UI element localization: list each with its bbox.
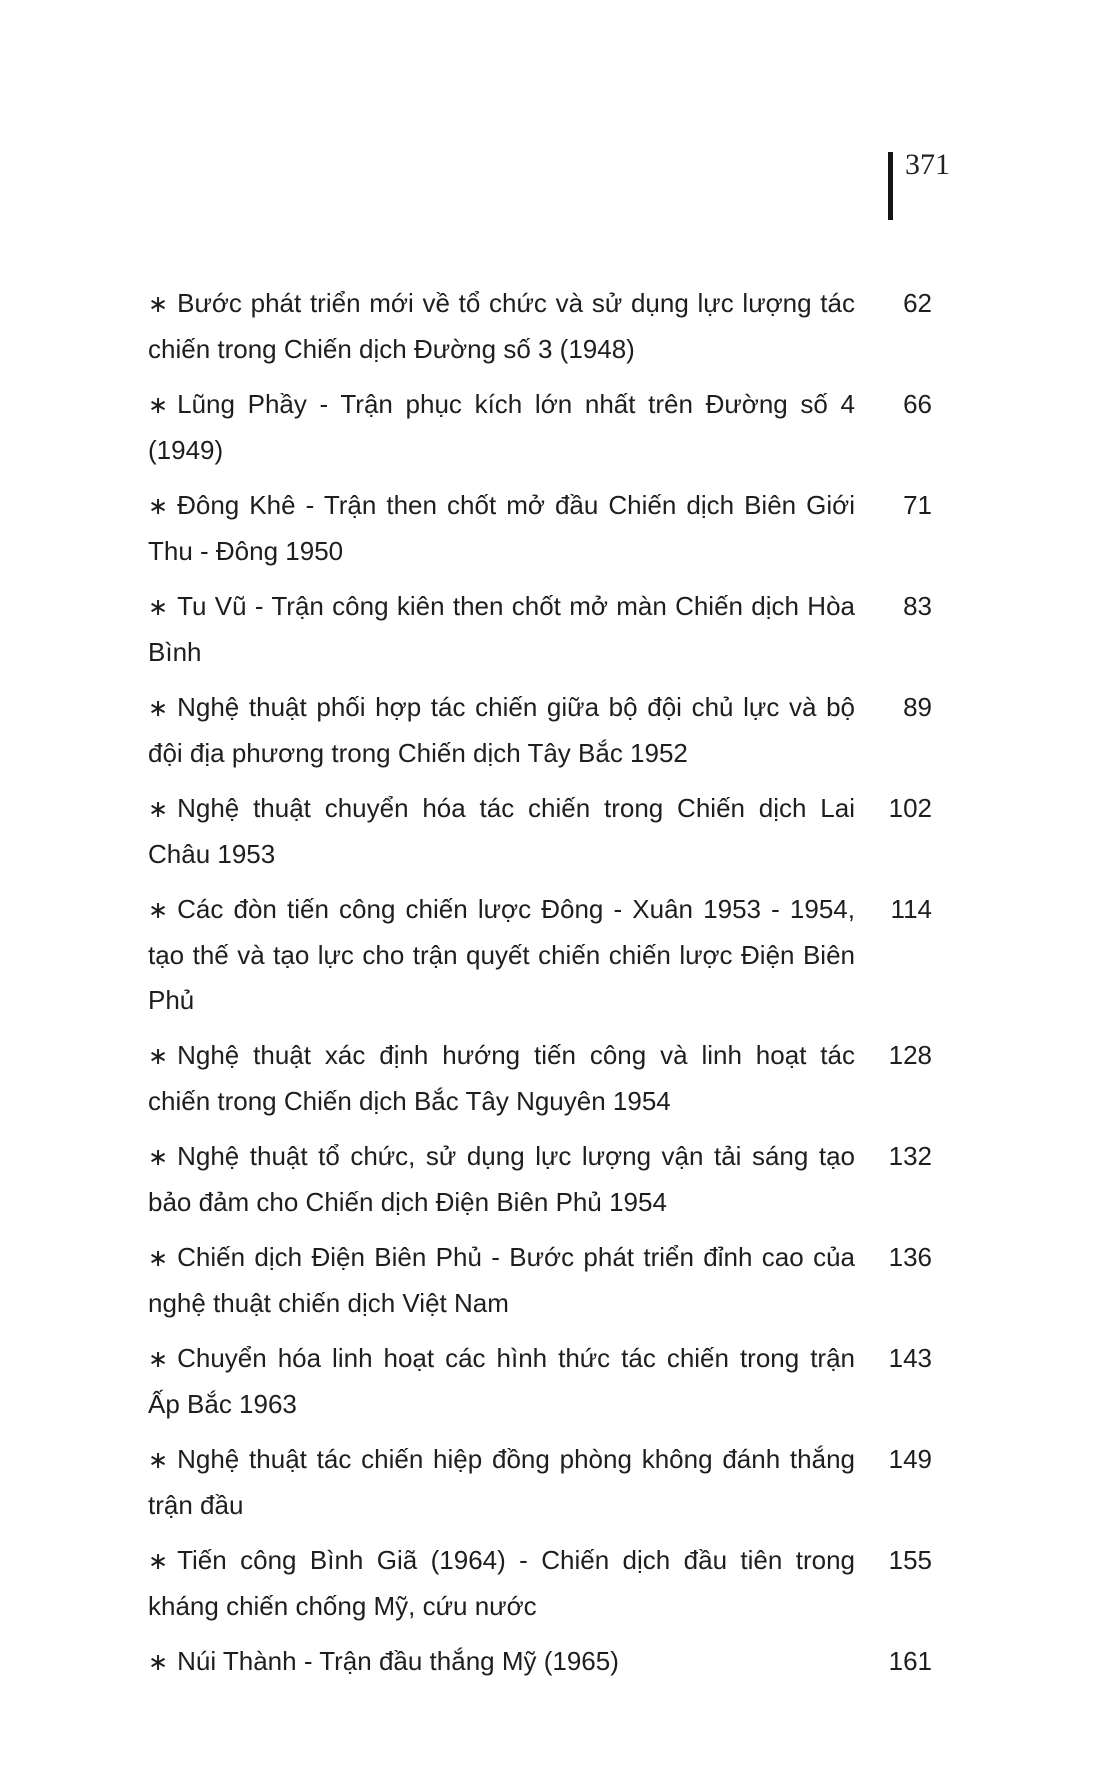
toc-entry-page: 66 <box>903 389 932 419</box>
toc-entry-title <box>148 786 855 877</box>
toc-entry-title <box>148 483 855 574</box>
toc-entry <box>148 1639 932 1685</box>
asterisk-marker: ∗ <box>148 392 169 419</box>
toc-entry <box>148 1134 932 1225</box>
toc-entry <box>148 1235 932 1326</box>
toc-entry <box>148 281 932 372</box>
toc-entry-title-text: Chuyển hóa linh hoạt các hình thức tác chiến trong trận Ấp Bắc 1963 <box>148 1343 855 1419</box>
toc-entry-page: 161 <box>888 1646 932 1676</box>
toc-entry <box>148 584 932 675</box>
toc-entry-page: 114 <box>890 894 932 924</box>
toc-entry-page: 62 <box>903 288 932 318</box>
toc-entry-title <box>148 887 855 1023</box>
page-number: 371 <box>905 148 950 181</box>
toc-entry-title-text: Các đòn tiến công chiến lược Đông - Xuân 1953 - 1954, tạo thế và tạo lực cho trận quyết chiến chiến lược Điện Biên Phủ <box>148 894 855 1015</box>
toc-entry <box>148 1033 932 1124</box>
toc-entry-page: 71 <box>903 490 932 520</box>
asterisk-marker: ∗ <box>148 1043 169 1070</box>
toc-entry-title-text: Nghệ thuật phối hợp tác chiến giữa bộ đội chủ lực và bộ đội địa phương trong Chiến dịch Tây Bắc 1952 <box>148 692 855 768</box>
toc-entry-page: 155 <box>888 1545 932 1575</box>
toc-entry-title-text: Bước phát triển mới về tổ chức và sử dụng lực lượng tác chiến trong Chiến dịch Đường số 3 (1948) <box>148 288 855 364</box>
toc-entry <box>148 483 932 574</box>
toc-entry <box>148 685 932 776</box>
toc-entry-page: 132 <box>888 1141 932 1171</box>
toc-entry-page: 83 <box>903 591 932 621</box>
toc-entry-title-text: Chiến dịch Điện Biên Phủ - Bước phát triển đỉnh cao của nghệ thuật chiến dịch Việt Nam <box>148 1242 855 1318</box>
toc-entry-page: 143 <box>888 1343 932 1373</box>
toc-entry <box>148 382 932 473</box>
toc-entry-page: 102 <box>888 793 932 823</box>
asterisk-marker: ∗ <box>148 695 169 722</box>
toc-entry <box>148 786 932 877</box>
asterisk-marker: ∗ <box>148 796 169 823</box>
asterisk-marker: ∗ <box>148 1144 169 1171</box>
toc-entry-title <box>148 1033 855 1124</box>
asterisk-marker: ∗ <box>148 1447 169 1474</box>
toc-entry-page: 89 <box>903 692 932 722</box>
asterisk-marker: ∗ <box>148 1548 169 1575</box>
asterisk-marker: ∗ <box>148 291 169 318</box>
toc-entry-title <box>148 1639 855 1685</box>
toc-entry-title <box>148 1437 855 1528</box>
toc-entry-page: 136 <box>888 1242 932 1272</box>
asterisk-marker: ∗ <box>148 1649 169 1676</box>
toc-entry-title <box>148 1134 855 1225</box>
toc-entry-title-text: Lũng Phầy - Trận phục kích lớn nhất trên Đường số 4 (1949) <box>148 389 855 465</box>
toc-entry-title-text: Nghệ thuật chuyển hóa tác chiến trong Chiến dịch Lai Châu 1953 <box>148 793 855 869</box>
toc-entry-title-text: Nghệ thuật tổ chức, sử dụng lực lượng vận tải sáng tạo bảo đảm cho Chiến dịch Điện Biên Phủ 1954 <box>148 1141 855 1217</box>
toc-entry-title <box>148 584 855 675</box>
table-of-contents <box>148 281 932 1695</box>
toc-entry <box>148 1538 932 1629</box>
toc-entry-title <box>148 1538 855 1629</box>
asterisk-marker: ∗ <box>148 1245 169 1272</box>
toc-entry <box>148 1437 932 1528</box>
toc-entry-title-text: Đông Khê - Trận then chốt mở đầu Chiến dịch Biên Giới Thu - Đông 1950 <box>148 490 855 566</box>
running-head <box>888 150 950 220</box>
toc-entry-title <box>148 685 855 776</box>
asterisk-marker: ∗ <box>148 897 169 924</box>
toc-entry-page: 128 <box>888 1040 932 1070</box>
toc-entry-title <box>148 382 855 473</box>
asterisk-marker: ∗ <box>148 1346 169 1373</box>
header-rule <box>888 152 893 220</box>
toc-entry-title-text: Tiến công Bình Giã (1964) - Chiến dịch đầu tiên trong kháng chiến chống Mỹ, cứu nước <box>148 1545 855 1621</box>
toc-entry <box>148 1336 932 1427</box>
asterisk-marker: ∗ <box>148 493 169 520</box>
toc-entry-title <box>148 281 855 372</box>
toc-entry-title-text: Nghệ thuật xác định hướng tiến công và linh hoạt tác chiến trong Chiến dịch Bắc Tây Nguyên 1954 <box>148 1040 855 1116</box>
toc-entry-title <box>148 1336 855 1427</box>
toc-entry-title <box>148 1235 855 1326</box>
toc-entry-title-text: Núi Thành - Trận đầu thắng Mỹ (1965) <box>177 1646 619 1676</box>
toc-entry-title-text: Tu Vũ - Trận công kiên then chốt mở màn Chiến dịch Hòa Bình <box>148 591 855 667</box>
toc-entry-page: 149 <box>888 1444 932 1474</box>
toc-entry-title-text: Nghệ thuật tác chiến hiệp đồng phòng không đánh thắng trận đầu <box>148 1444 855 1520</box>
toc-entry <box>148 887 932 1023</box>
asterisk-marker: ∗ <box>148 594 169 621</box>
